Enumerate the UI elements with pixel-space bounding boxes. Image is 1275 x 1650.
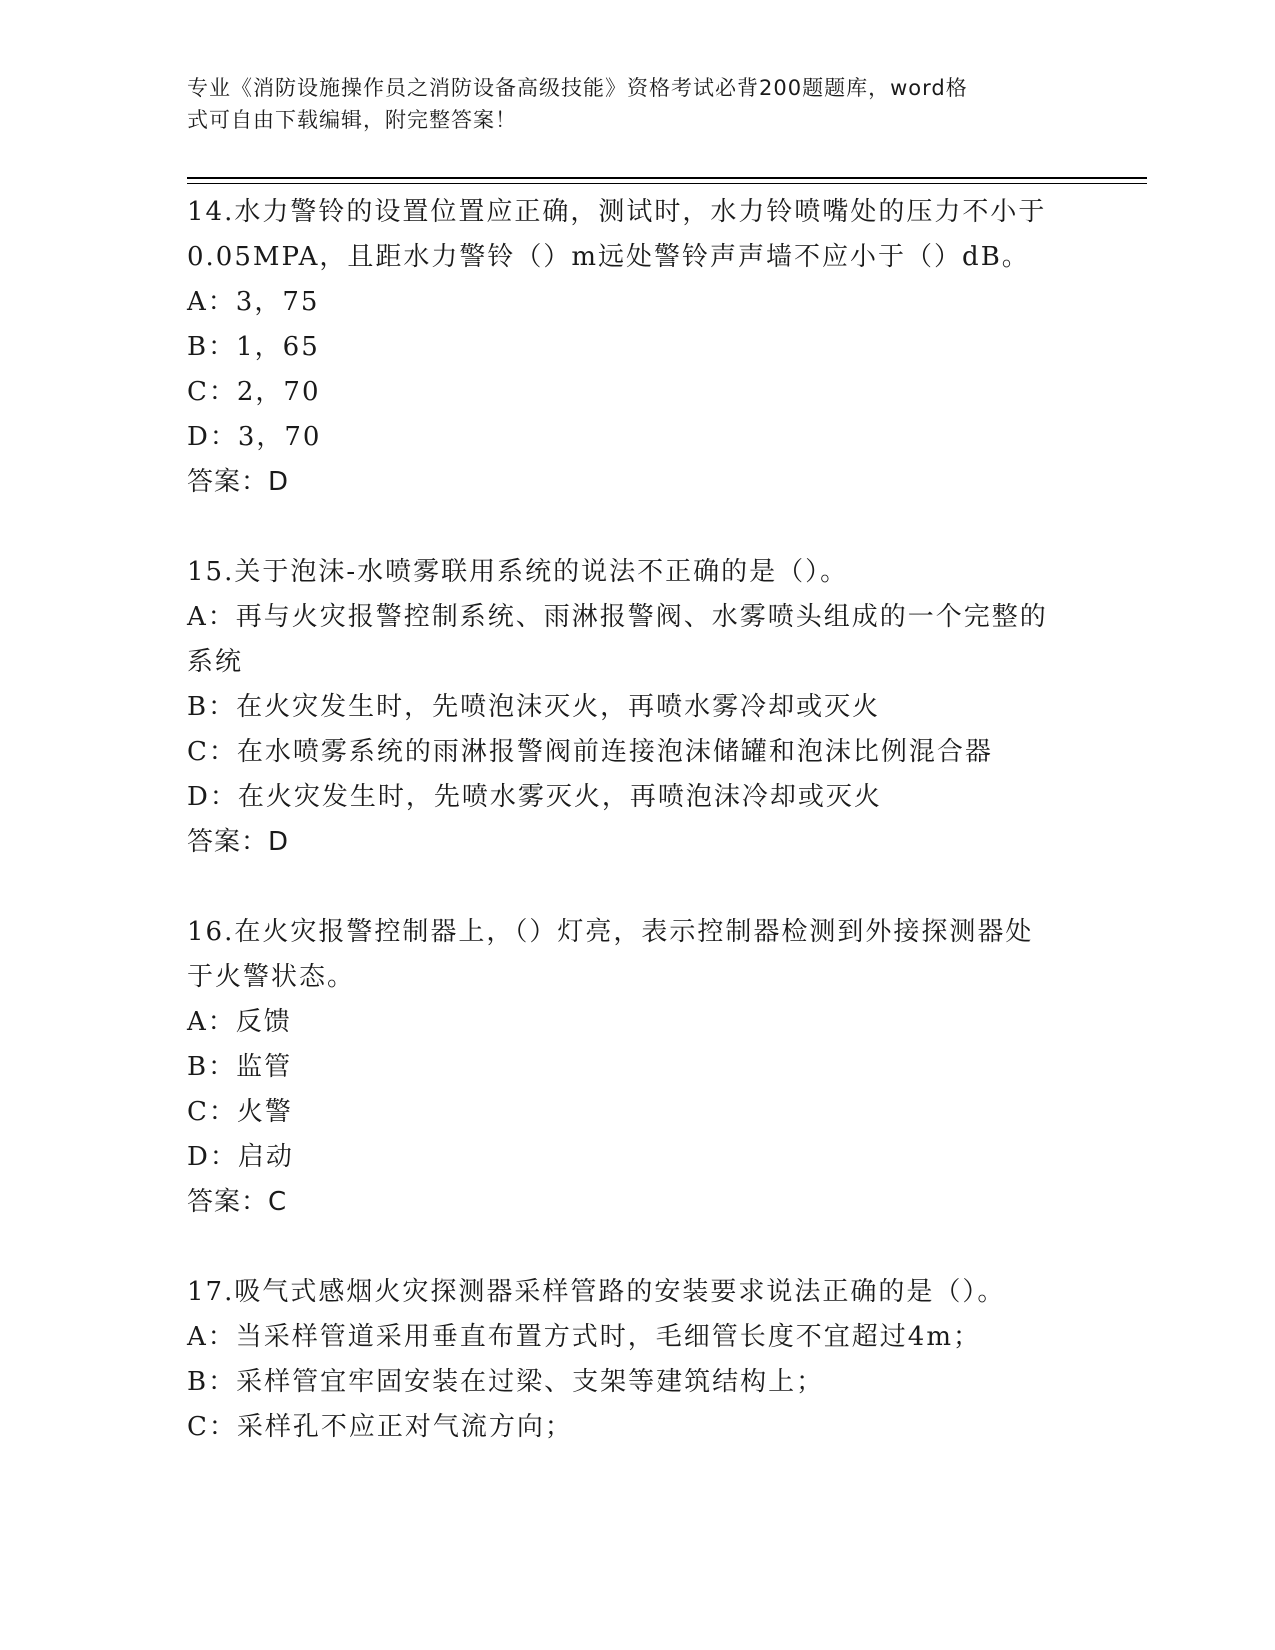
option-c: C：2，70 [187,377,321,407]
header-line-1: 专业《消防设施操作员之消防设备高级技能》资格考试必背200题题库，word格 [187,76,968,100]
question-17 [187,1270,1087,1450]
answer-line: 答案：C [187,1187,288,1217]
document-header [187,72,1067,136]
option-d: D：在火灾发生时，先喷水雾灭火，再喷泡沫冷却或灭火 [187,782,882,812]
option-a: A：再与火灾报警控制系统、雨淋报警阀、水雾喷头组成的一个完整的 [187,602,1048,632]
question-list [187,190,1087,1450]
option-a: A：当采样管道采用垂直布置方式时，毛细管长度不宜超过4m； [187,1322,981,1352]
question-stem-line: 17.吸气式感烟火灾探测器采样管路的安装要求说法正确的是（）。 [187,1277,1006,1307]
option-c: C：火警 [187,1097,293,1127]
question-stem-line: 14.水力警铃的设置位置应正确，测试时，水力铃喷嘴处的压力不小于 [187,197,1047,227]
question-stem-line: 16.在火灾报警控制器上，（）灯亮，表示控制器检测到外接探测器处 [187,917,1034,947]
option-b: B：1，65 [187,332,320,362]
header-divider-thick [187,177,1147,179]
answer-line: 答案：D [187,827,290,857]
option-a: A：3，75 [187,287,320,317]
header-line-2: 式可自由下载编辑，附完整答案！ [187,108,517,132]
option-a-continued: 系统 [187,647,244,677]
option-c: C：采样孔不应正对气流方向； [187,1412,573,1442]
question-15 [187,550,1087,865]
option-d: D：3，70 [187,422,322,452]
option-b: B：监管 [187,1052,293,1082]
question-stem-line: 于火警状态。 [187,962,356,992]
question-14 [187,190,1087,505]
question-spacer [187,865,1087,910]
question-stem-line: 0.05MPA，且距水力警铃（）m远处警铃声声墙不应小于（）dB。 [187,242,1030,272]
option-a: A：反馈 [187,1007,292,1037]
option-b: B：在火灾发生时，先喷泡沫灭火，再喷水雾冷却或灭火 [187,692,881,722]
question-stem-line: 15.关于泡沫-水喷雾联用系统的说法不正确的是（）。 [187,557,849,587]
option-d: D：启动 [187,1142,294,1172]
option-c: C：在水喷雾系统的雨淋报警阀前连接泡沫储罐和泡沫比例混合器 [187,737,993,767]
question-spacer [187,1225,1087,1270]
answer-line: 答案：D [187,467,290,497]
question-spacer [187,505,1087,550]
header-divider-thin [187,183,1147,184]
question-16 [187,910,1087,1225]
option-b: B：采样管宜牢固安装在过梁、支架等建筑结构上； [187,1367,825,1397]
